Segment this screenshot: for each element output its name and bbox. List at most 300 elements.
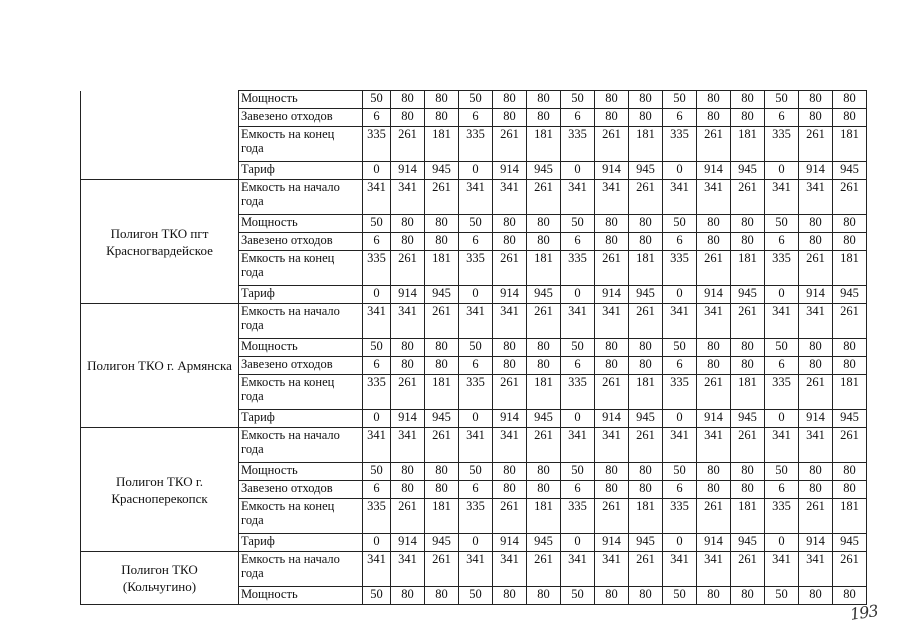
value-cell: 80 [697, 215, 731, 233]
value-cell: 181 [833, 127, 867, 162]
value-cell: 945 [425, 286, 459, 304]
value-cell: 914 [595, 410, 629, 428]
value-cell: 80 [595, 463, 629, 481]
value-cell: 181 [527, 127, 561, 162]
value-cell: 80 [595, 109, 629, 127]
value-cell: 341 [459, 428, 493, 463]
value-cell: 80 [697, 463, 731, 481]
value-cell: 80 [493, 463, 527, 481]
value-cell: 945 [833, 286, 867, 304]
value-cell: 261 [527, 428, 561, 463]
value-cell: 80 [391, 587, 425, 605]
value-cell: 945 [731, 286, 765, 304]
value-cell: 181 [833, 375, 867, 410]
value-cell: 914 [493, 534, 527, 552]
value-cell: 261 [799, 127, 833, 162]
value-cell: 80 [629, 215, 663, 233]
value-cell: 341 [391, 552, 425, 587]
value-cell: 181 [425, 375, 459, 410]
value-cell: 80 [595, 233, 629, 251]
value-cell: 341 [697, 552, 731, 587]
value-cell: 80 [697, 109, 731, 127]
value-cell: 181 [629, 499, 663, 534]
value-cell: 341 [765, 180, 799, 215]
value-cell: 80 [629, 109, 663, 127]
value-cell: 181 [731, 375, 765, 410]
value-cell: 914 [493, 286, 527, 304]
value-cell: 261 [425, 304, 459, 339]
parameter-label: Емкость на конец года [239, 499, 363, 534]
table-row [81, 91, 867, 109]
value-cell: 335 [561, 375, 595, 410]
value-cell: 181 [425, 127, 459, 162]
value-cell: 50 [561, 215, 595, 233]
value-cell: 261 [629, 428, 663, 463]
value-cell: 80 [799, 357, 833, 375]
value-cell: 80 [833, 463, 867, 481]
value-cell: 50 [663, 463, 697, 481]
value-cell: 80 [799, 91, 833, 109]
value-cell: 80 [425, 233, 459, 251]
value-cell: 341 [493, 552, 527, 587]
value-cell: 80 [833, 339, 867, 357]
value-cell: 341 [561, 180, 595, 215]
parameter-label: Мощность [239, 587, 363, 605]
value-cell: 914 [799, 410, 833, 428]
value-cell: 80 [595, 587, 629, 605]
value-cell: 80 [731, 587, 765, 605]
value-cell: 181 [629, 127, 663, 162]
value-cell: 0 [561, 162, 595, 180]
value-cell: 341 [363, 552, 391, 587]
value-cell: 50 [663, 339, 697, 357]
value-cell: 0 [459, 534, 493, 552]
value-cell: 945 [833, 410, 867, 428]
value-cell: 341 [799, 428, 833, 463]
value-cell: 341 [363, 304, 391, 339]
value-cell: 341 [799, 180, 833, 215]
parameter-label: Емкость на начало года [239, 552, 363, 587]
value-cell: 914 [595, 162, 629, 180]
value-cell: 80 [493, 481, 527, 499]
value-cell: 80 [833, 215, 867, 233]
value-cell: 80 [425, 109, 459, 127]
value-cell: 6 [561, 357, 595, 375]
value-cell: 6 [363, 357, 391, 375]
value-cell: 945 [527, 534, 561, 552]
value-cell: 261 [493, 499, 527, 534]
value-cell: 0 [459, 162, 493, 180]
value-cell: 80 [391, 109, 425, 127]
value-cell: 341 [663, 552, 697, 587]
table-body [81, 91, 867, 605]
page-number: 193 [848, 601, 879, 624]
value-cell: 80 [595, 215, 629, 233]
value-cell: 261 [697, 499, 731, 534]
value-cell: 80 [731, 91, 765, 109]
value-cell: 945 [527, 162, 561, 180]
value-cell: 6 [663, 481, 697, 499]
value-cell: 6 [765, 357, 799, 375]
value-cell: 945 [629, 534, 663, 552]
value-cell: 50 [363, 339, 391, 357]
value-cell: 80 [493, 587, 527, 605]
value-cell: 50 [561, 339, 595, 357]
value-cell: 914 [799, 286, 833, 304]
value-cell: 80 [391, 233, 425, 251]
site-name-cell: Полигон ТКО г. Красноперекопск [81, 428, 239, 552]
value-cell: 6 [663, 233, 697, 251]
parameter-label: Емкость на начало года [239, 428, 363, 463]
value-cell: 80 [697, 481, 731, 499]
parameter-label: Емкость на начало года [239, 304, 363, 339]
parameter-label: Тариф [239, 410, 363, 428]
value-cell: 50 [765, 587, 799, 605]
value-cell: 6 [363, 233, 391, 251]
value-cell: 341 [663, 428, 697, 463]
value-cell: 0 [561, 534, 595, 552]
value-cell: 261 [493, 127, 527, 162]
value-cell: 80 [731, 215, 765, 233]
value-cell: 914 [493, 410, 527, 428]
value-cell: 335 [459, 251, 493, 286]
value-cell: 261 [527, 180, 561, 215]
value-cell: 261 [595, 375, 629, 410]
parameter-label: Емкость на конец года [239, 375, 363, 410]
value-cell: 0 [663, 162, 697, 180]
value-cell: 341 [697, 180, 731, 215]
value-cell: 261 [731, 304, 765, 339]
parameter-label: Тариф [239, 162, 363, 180]
value-cell: 0 [459, 286, 493, 304]
value-cell: 6 [663, 109, 697, 127]
value-cell: 6 [561, 109, 595, 127]
value-cell: 181 [629, 251, 663, 286]
value-cell: 181 [425, 251, 459, 286]
value-cell: 341 [391, 180, 425, 215]
value-cell: 80 [391, 463, 425, 481]
value-cell: 6 [765, 481, 799, 499]
value-cell: 261 [391, 127, 425, 162]
value-cell: 80 [493, 357, 527, 375]
value-cell: 261 [697, 251, 731, 286]
site-name-cell: Полигон ТКО пгт Красногвардейское [81, 180, 239, 304]
value-cell: 80 [629, 481, 663, 499]
value-cell: 6 [459, 357, 493, 375]
value-cell: 80 [527, 109, 561, 127]
value-cell: 335 [765, 127, 799, 162]
value-cell: 335 [663, 499, 697, 534]
value-cell: 341 [663, 180, 697, 215]
value-cell: 50 [765, 339, 799, 357]
value-cell: 261 [493, 251, 527, 286]
value-cell: 914 [391, 162, 425, 180]
value-cell: 50 [459, 91, 493, 109]
value-cell: 945 [731, 534, 765, 552]
value-cell: 261 [425, 180, 459, 215]
value-cell: 80 [425, 339, 459, 357]
value-cell: 945 [731, 162, 765, 180]
value-cell: 341 [561, 304, 595, 339]
value-cell: 80 [527, 357, 561, 375]
parameter-label: Емкость на конец года [239, 127, 363, 162]
value-cell: 181 [731, 127, 765, 162]
value-cell: 80 [697, 587, 731, 605]
value-cell: 80 [799, 109, 833, 127]
value-cell: 80 [799, 215, 833, 233]
value-cell: 80 [629, 233, 663, 251]
value-cell: 80 [731, 109, 765, 127]
value-cell: 914 [697, 534, 731, 552]
value-cell: 261 [629, 304, 663, 339]
value-cell: 6 [663, 357, 697, 375]
value-cell: 261 [731, 180, 765, 215]
value-cell: 335 [363, 251, 391, 286]
value-cell: 80 [527, 481, 561, 499]
value-cell: 335 [459, 127, 493, 162]
value-cell: 0 [363, 410, 391, 428]
value-cell: 341 [595, 428, 629, 463]
value-cell: 50 [765, 215, 799, 233]
parameter-label: Завезено отходов [239, 357, 363, 375]
value-cell: 914 [391, 410, 425, 428]
value-cell: 914 [595, 534, 629, 552]
value-cell: 945 [731, 410, 765, 428]
table-row [81, 428, 867, 463]
value-cell: 914 [799, 162, 833, 180]
value-cell: 341 [561, 552, 595, 587]
value-cell: 80 [425, 91, 459, 109]
value-cell: 80 [391, 91, 425, 109]
value-cell: 181 [731, 251, 765, 286]
value-cell: 80 [493, 215, 527, 233]
value-cell: 341 [363, 428, 391, 463]
value-cell: 0 [663, 534, 697, 552]
value-cell: 0 [765, 410, 799, 428]
value-cell: 261 [391, 499, 425, 534]
value-cell: 261 [425, 552, 459, 587]
value-cell: 341 [663, 304, 697, 339]
value-cell: 945 [629, 410, 663, 428]
value-cell: 0 [765, 162, 799, 180]
value-cell: 261 [595, 499, 629, 534]
value-cell: 80 [391, 215, 425, 233]
value-cell: 335 [765, 251, 799, 286]
value-cell: 0 [765, 534, 799, 552]
value-cell: 341 [697, 304, 731, 339]
value-cell: 6 [459, 233, 493, 251]
value-cell: 80 [833, 91, 867, 109]
value-cell: 945 [425, 534, 459, 552]
value-cell: 0 [363, 162, 391, 180]
value-cell: 335 [765, 499, 799, 534]
value-cell: 341 [391, 428, 425, 463]
value-cell: 80 [833, 587, 867, 605]
value-cell: 261 [527, 304, 561, 339]
value-cell: 80 [493, 91, 527, 109]
value-cell: 6 [765, 233, 799, 251]
value-cell: 6 [363, 481, 391, 499]
value-cell: 945 [629, 286, 663, 304]
landfill-table [80, 90, 867, 605]
table-row [81, 180, 867, 215]
value-cell: 80 [629, 587, 663, 605]
value-cell: 914 [595, 286, 629, 304]
value-cell: 80 [527, 215, 561, 233]
value-cell: 945 [629, 162, 663, 180]
value-cell: 80 [391, 481, 425, 499]
value-cell: 6 [561, 481, 595, 499]
value-cell: 341 [765, 304, 799, 339]
value-cell: 341 [459, 552, 493, 587]
value-cell: 80 [629, 357, 663, 375]
value-cell: 261 [391, 375, 425, 410]
parameter-label: Мощность [239, 91, 363, 109]
value-cell: 80 [493, 339, 527, 357]
value-cell: 80 [731, 481, 765, 499]
value-cell: 335 [765, 375, 799, 410]
value-cell: 945 [833, 162, 867, 180]
value-cell: 181 [527, 251, 561, 286]
value-cell: 80 [595, 481, 629, 499]
value-cell: 341 [765, 552, 799, 587]
value-cell: 341 [595, 552, 629, 587]
value-cell: 50 [459, 215, 493, 233]
value-cell: 261 [425, 428, 459, 463]
value-cell: 181 [833, 251, 867, 286]
value-cell: 341 [561, 428, 595, 463]
value-cell: 261 [697, 375, 731, 410]
parameter-label: Тариф [239, 534, 363, 552]
value-cell: 80 [425, 215, 459, 233]
value-cell: 341 [493, 304, 527, 339]
value-cell: 0 [363, 534, 391, 552]
value-cell: 80 [697, 233, 731, 251]
value-cell: 0 [363, 286, 391, 304]
parameter-label: Емкость на конец года [239, 251, 363, 286]
value-cell: 261 [629, 552, 663, 587]
value-cell: 80 [493, 233, 527, 251]
site-name-cell: Полигон ТКО (Кольчугино) [81, 552, 239, 605]
value-cell: 50 [561, 91, 595, 109]
value-cell: 914 [391, 286, 425, 304]
value-cell: 914 [697, 410, 731, 428]
value-cell: 80 [425, 357, 459, 375]
value-cell: 80 [697, 91, 731, 109]
value-cell: 341 [697, 428, 731, 463]
value-cell: 181 [527, 499, 561, 534]
value-cell: 80 [527, 233, 561, 251]
value-cell: 335 [363, 127, 391, 162]
value-cell: 261 [799, 375, 833, 410]
value-cell: 335 [663, 251, 697, 286]
value-cell: 261 [595, 251, 629, 286]
value-cell: 6 [459, 481, 493, 499]
value-cell: 261 [833, 180, 867, 215]
value-cell: 261 [697, 127, 731, 162]
value-cell: 945 [425, 410, 459, 428]
value-cell: 80 [697, 357, 731, 375]
value-cell: 945 [425, 162, 459, 180]
value-cell: 335 [459, 499, 493, 534]
value-cell: 181 [731, 499, 765, 534]
value-cell: 181 [833, 499, 867, 534]
value-cell: 341 [595, 180, 629, 215]
table-row [81, 304, 867, 339]
value-cell: 0 [765, 286, 799, 304]
value-cell: 0 [663, 286, 697, 304]
value-cell: 261 [799, 251, 833, 286]
parameter-label: Мощность [239, 463, 363, 481]
value-cell: 914 [391, 534, 425, 552]
value-cell: 945 [833, 534, 867, 552]
parameter-label: Тариф [239, 286, 363, 304]
value-cell: 6 [561, 233, 595, 251]
value-cell: 261 [493, 375, 527, 410]
value-cell: 341 [459, 180, 493, 215]
value-cell: 80 [595, 339, 629, 357]
value-cell: 80 [595, 357, 629, 375]
value-cell: 80 [833, 357, 867, 375]
value-cell: 335 [561, 251, 595, 286]
value-cell: 945 [527, 410, 561, 428]
value-cell: 80 [799, 463, 833, 481]
value-cell: 80 [595, 91, 629, 109]
value-cell: 80 [697, 339, 731, 357]
value-cell: 6 [459, 109, 493, 127]
value-cell: 341 [363, 180, 391, 215]
value-cell: 341 [391, 304, 425, 339]
value-cell: 335 [363, 499, 391, 534]
value-cell: 341 [493, 180, 527, 215]
value-cell: 80 [731, 357, 765, 375]
value-cell: 80 [391, 357, 425, 375]
value-cell: 6 [363, 109, 391, 127]
value-cell: 181 [425, 499, 459, 534]
value-cell: 80 [799, 481, 833, 499]
value-cell: 80 [527, 587, 561, 605]
value-cell: 335 [459, 375, 493, 410]
site-name-cell: Полигон ТКО г. Армянска [81, 304, 239, 428]
value-cell: 6 [765, 109, 799, 127]
value-cell: 50 [459, 339, 493, 357]
value-cell: 50 [459, 587, 493, 605]
value-cell: 80 [731, 339, 765, 357]
value-cell: 341 [765, 428, 799, 463]
value-cell: 261 [833, 552, 867, 587]
value-cell: 914 [799, 534, 833, 552]
value-cell: 50 [765, 91, 799, 109]
value-cell: 80 [799, 339, 833, 357]
document-page [80, 90, 867, 605]
value-cell: 50 [663, 215, 697, 233]
value-cell: 50 [663, 91, 697, 109]
value-cell: 914 [697, 286, 731, 304]
value-cell: 261 [799, 499, 833, 534]
value-cell: 80 [731, 463, 765, 481]
value-cell: 80 [833, 233, 867, 251]
value-cell: 50 [459, 463, 493, 481]
value-cell: 341 [799, 304, 833, 339]
value-cell: 945 [527, 286, 561, 304]
value-cell: 50 [561, 463, 595, 481]
value-cell: 335 [663, 375, 697, 410]
value-cell: 0 [561, 286, 595, 304]
value-cell: 341 [459, 304, 493, 339]
parameter-label: Завезено отходов [239, 233, 363, 251]
value-cell: 80 [629, 91, 663, 109]
value-cell: 181 [527, 375, 561, 410]
